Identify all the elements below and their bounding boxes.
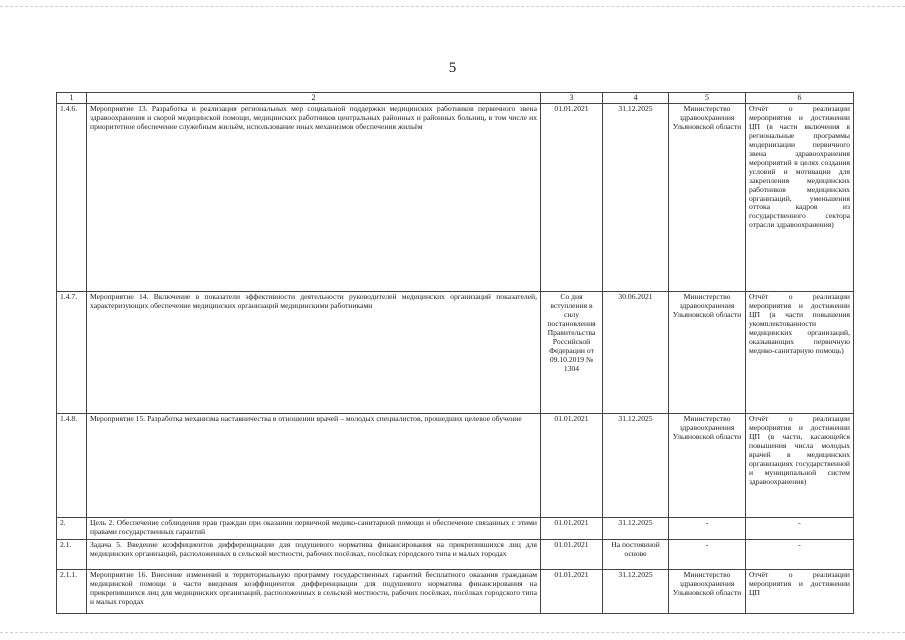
column-number: 2: [87, 93, 541, 104]
start-date: Со дня вступления в силу постановления Правительства Российской Федерации от 09.10.2019 № 1304: [541, 292, 603, 414]
executor: -: [669, 518, 746, 540]
activity-text: Мероприятие 16. Внесение изменений в территориальную программу государственных гарантий бесплатного оказания гражданам медицинской помощи в части введения коэффициентов дифференциации для подушевого норматива финансирования на прикрепившихся лиц для медицинских организаций, расположенных в сельской местности, рабочих посёлках, посёлках городского типа и малых городах: [87, 570, 541, 614]
result: Отчёт о реализации мероприятия и достижении ЦП (в части повышения укомплектованности медицинских организаций, оказывающих первичную медико-санитарную помощь): [746, 292, 854, 414]
table-row: [57, 104, 854, 292]
plan-table: [56, 92, 854, 614]
table-row: [57, 414, 854, 518]
column-number: 4: [603, 93, 669, 104]
executor: -: [669, 540, 746, 570]
row-number: 1.4.7.: [57, 292, 87, 414]
end-date: 31.12.2025: [603, 414, 669, 518]
result: Отчёт о реализации мероприятия и достижении ЦП (в части включения в региональные программы модернизации первичного звена здравоохранения мероприятий в целях создания условий и мотивации для закрепления медицинских работников медицинских организаций, уменьшения оттока кадров из государственного сектора отрасли здравоохранения): [746, 104, 854, 292]
table-row: [57, 518, 854, 540]
start-date: 01.01.2021: [541, 414, 603, 518]
row-number: 1.4.8.: [57, 414, 87, 518]
column-number: 1: [57, 93, 87, 104]
end-date: 31.12.2025: [603, 104, 669, 292]
end-date: 31.12.2025: [603, 570, 669, 614]
start-date: 01.01.2021: [541, 518, 603, 540]
activity-text: Мероприятие 13. Разработка и реализация региональных мер социальной поддержки медицинских работников первичного звена здравоохранения и скорой медицинской помощи, медицинских работников центральных районных и районных больниц, в том числе их приоритетное обеспечение служебным жильём, использование иных механизмов обеспечения жильём: [87, 104, 541, 292]
start-date: 01.01.2021: [541, 104, 603, 292]
result: Отчёт о реализации мероприятия и достижении ЦП: [746, 570, 854, 614]
executor: Министерство здравоохранения Ульяновской области: [669, 104, 746, 292]
column-number-row: [57, 93, 854, 104]
table-row: [57, 570, 854, 614]
column-number: 3: [541, 93, 603, 104]
column-number: 5: [669, 93, 746, 104]
activity-text: Цель 2. Обеспечение соблюдения прав граждан при оказании первичной медико-санитарной помощи и обеспечение связанных с этими правами государственных гарантий: [87, 518, 541, 540]
scan-edge-top: [0, 6, 905, 8]
start-date: 01.01.2021: [541, 570, 603, 614]
executor: Министерство здравоохранения Ульяновской области: [669, 292, 746, 414]
row-number: 1.4.6.: [57, 104, 87, 292]
column-number: 6: [746, 93, 854, 104]
page-number: 5: [448, 60, 457, 76]
scan-edge-bottom: [0, 632, 905, 634]
end-date: 31.12.2025: [603, 518, 669, 540]
end-date: 30.06.2021: [603, 292, 669, 414]
activity-text: Мероприятие 15. Разработка механизма наставничества в отношении врачей – молодых специалистов, прошедших целевое обучение: [87, 414, 541, 518]
row-number: 2.1.: [57, 540, 87, 570]
activity-text: Задача 5. Введение коэффициентов дифференциации для подушевого норматива финансирования на прикрепившихся лиц для медицинских организаций, расположенных в сельской местности, рабочих посёлках, посёлках городского типа и малых городах: [87, 540, 541, 570]
executor: Министерство здравоохранения Ульяновской области: [669, 414, 746, 518]
row-number: 2.1.1.: [57, 570, 87, 614]
table-row: [57, 292, 854, 414]
executor: Министерство здравоохранения Ульяновской области: [669, 570, 746, 614]
start-date: 01.01.2021: [541, 540, 603, 570]
activity-text: Мероприятие 14. Включение в показатели эффективности деятельности руководителей медицинских организаций показателей, характеризующих обеспечение медицинских организаций медицинскими работниками: [87, 292, 541, 414]
result: -: [746, 540, 854, 570]
table-row: [57, 540, 854, 570]
row-number: 2.: [57, 518, 87, 540]
result: -: [746, 518, 854, 540]
result: Отчёт о реализации мероприятия и достижении ЦП (в части, касающейся повышения числа молодых врачей в медицинских организациях государственной и муниципальной систем здравоохранения): [746, 414, 854, 518]
end-date: На постоянной основе: [603, 540, 669, 570]
